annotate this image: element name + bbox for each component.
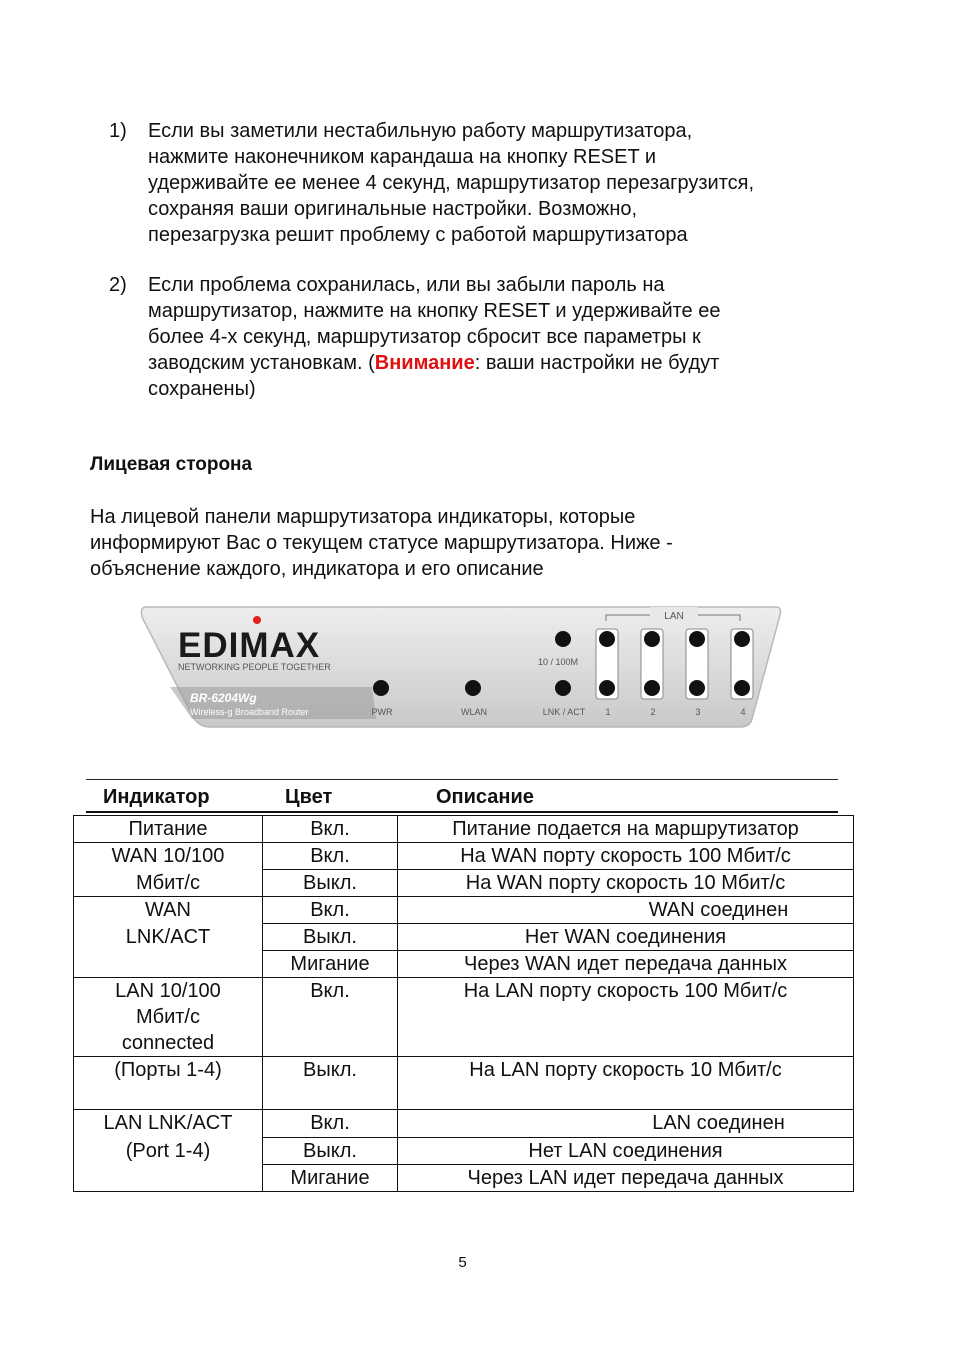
cell-state: Мигание bbox=[263, 951, 398, 978]
cell-state: Вкл. bbox=[263, 1110, 398, 1138]
list-item-1-line: Если вы заметили нестабильную работу маршрутизатора, bbox=[148, 120, 693, 142]
table-row bbox=[74, 843, 854, 870]
cell-description: На LAN порту скорость 100 Мбит/с bbox=[398, 978, 854, 1057]
led-label-port-3: 3 bbox=[695, 707, 701, 717]
led-label-port-4: 4 bbox=[740, 707, 746, 717]
led-label-port-1: 1 bbox=[605, 707, 611, 717]
lan4-speed-led-icon bbox=[734, 631, 750, 647]
table-row bbox=[74, 870, 854, 897]
section-intro bbox=[90, 504, 850, 582]
table-header-indicator: Индикатор bbox=[103, 786, 210, 808]
list-item-1-line: удерживайте ее менее 4 секунд, маршрутизатор перезагрузится, bbox=[148, 172, 755, 194]
wlan-led-icon bbox=[465, 680, 481, 696]
lan3-speed-led-icon bbox=[689, 631, 705, 647]
wan-speed-led-icon bbox=[555, 631, 571, 647]
cell-indicator-line: Мбит/с bbox=[135, 1006, 200, 1028]
table-header-bottom-rule bbox=[86, 811, 838, 813]
speed-label: 10 / 100M bbox=[538, 657, 579, 667]
cell-indicator: WAN 10/100 bbox=[74, 843, 263, 870]
lan2-lnk-led-icon bbox=[644, 680, 660, 696]
cell-state: Выкл. bbox=[263, 1057, 398, 1110]
warning-suffix: : ваши настройки не будут bbox=[474, 352, 720, 374]
list-item-1-line: перезагрузка решит проблему с работой маршрутизатора bbox=[148, 224, 688, 246]
cell-indicator: LAN LNK/ACT bbox=[74, 1110, 263, 1138]
cell-description: На WAN порту скорость 100 Мбит/с bbox=[398, 843, 854, 870]
cell-state: Вкл. bbox=[263, 816, 398, 843]
list-item-2-line: Если проблема сохранилась, или вы забыли пароль на bbox=[148, 274, 665, 296]
cell-description: WAN соединен bbox=[398, 897, 854, 924]
cell-state: Выкл. bbox=[263, 1138, 398, 1165]
table-row bbox=[74, 924, 854, 951]
list-item-2-line-warning bbox=[148, 350, 848, 376]
cell-state: Выкл. bbox=[263, 870, 398, 897]
table-row bbox=[74, 1110, 854, 1138]
brand-logo: EDIMAX bbox=[178, 626, 321, 665]
table-row bbox=[74, 951, 854, 978]
section-title: Лицевая сторона bbox=[90, 454, 253, 475]
cell-indicator-empty bbox=[74, 951, 263, 978]
lan4-lnk-led-icon bbox=[734, 680, 750, 696]
table-row bbox=[74, 897, 854, 924]
indicator-table bbox=[73, 815, 854, 1192]
cell-description: Нет WAN соединения bbox=[398, 924, 854, 951]
router-front-panel bbox=[140, 603, 782, 731]
cell-description: Питание подается на маршрутизатор bbox=[398, 816, 854, 843]
cell-indicator: (Port 1-4) bbox=[74, 1138, 263, 1165]
cell-description: На WAN порту скорость 10 Мбит/с bbox=[398, 870, 854, 897]
cell-indicator: Мбит/с bbox=[74, 870, 263, 897]
cell-state: Выкл. bbox=[263, 924, 398, 951]
led-label-wlan: WLAN bbox=[460, 707, 488, 717]
warning-label: Внимание bbox=[374, 352, 475, 374]
cell-description: Через WAN идет передача данных bbox=[398, 951, 854, 978]
page-number: 5 bbox=[458, 1254, 467, 1271]
warning-prefix: заводским установкам. ( bbox=[148, 352, 375, 374]
lan2-speed-led-icon bbox=[644, 631, 660, 647]
table-row bbox=[74, 1138, 854, 1165]
lan-group-label: LAN bbox=[664, 611, 684, 622]
cell-indicator: WAN bbox=[74, 897, 263, 924]
list-item-2-line: сохранены) bbox=[148, 378, 256, 400]
cell-indicator-empty bbox=[74, 1165, 263, 1192]
pwr-led-icon bbox=[373, 680, 389, 696]
table-header-top-rule bbox=[86, 779, 838, 780]
model-subtitle: Wireless-g Broadband Router bbox=[190, 707, 309, 717]
table-header-description: Описание bbox=[436, 786, 534, 808]
intro-line: На лицевой панели маршрутизатора индикаторы, которые bbox=[90, 506, 636, 528]
lan1-lnk-led-icon bbox=[599, 680, 615, 696]
cell-indicator: Питание bbox=[74, 816, 263, 843]
cell-state: Вкл. bbox=[263, 978, 398, 1057]
table-row bbox=[74, 1057, 854, 1110]
brand-slogan: NETWORKING PEOPLE TOGETHER bbox=[178, 662, 331, 672]
lan1-speed-led-icon bbox=[599, 631, 615, 647]
led-label-lnk-act: LNK / ACT bbox=[542, 707, 586, 717]
cell-indicator bbox=[74, 978, 263, 1057]
table-row bbox=[74, 978, 854, 1057]
model-name: BR-6204Wg bbox=[190, 691, 257, 705]
cell-state: Вкл. bbox=[263, 897, 398, 924]
cell-description: Нет LAN соединения bbox=[398, 1138, 854, 1165]
cell-indicator-line: connected bbox=[121, 1032, 215, 1054]
table-row bbox=[74, 1165, 854, 1192]
cell-description: На LAN порту скорость 10 Мбит/с bbox=[398, 1057, 854, 1110]
cell-indicator-line: LAN 10/100 bbox=[115, 980, 221, 1002]
intro-line: информируют Вас о текущем статусе маршрутизатора. Ниже - bbox=[90, 532, 673, 554]
list-item-2 bbox=[148, 272, 848, 402]
intro-line: объяснение каждого, индикатора и его описание bbox=[90, 558, 544, 580]
table-header-color: Цвет bbox=[285, 786, 333, 808]
led-label-port-2: 2 bbox=[650, 707, 656, 717]
led-label-pwr: PWR bbox=[371, 707, 393, 717]
cell-description: Через LAN идет передача данных bbox=[398, 1165, 854, 1192]
list-item-1-line: сохраняя ваши оригинальные настройки. Возможно, bbox=[148, 198, 638, 220]
wan-lnk-led-icon bbox=[555, 680, 571, 696]
cell-indicator: LNK/ACT bbox=[74, 924, 263, 951]
cell-state: Мигание bbox=[263, 1165, 398, 1192]
power-indicator-dot-icon bbox=[253, 616, 261, 624]
list-item-2-line: маршрутизатор, нажмите на кнопку RESET и удерживайте ее bbox=[148, 300, 721, 322]
list-item-1-line: нажмите наконечником карандаша на кнопку RESET и bbox=[148, 146, 657, 168]
cell-indicator: (Порты 1-4) bbox=[74, 1057, 263, 1110]
table-row bbox=[74, 816, 854, 843]
cell-description: LAN соединен bbox=[398, 1110, 854, 1138]
list-item-2-line: более 4-х секунд, маршрутизатор сбросит все параметры к bbox=[148, 326, 701, 348]
list-number-1: 1) bbox=[109, 120, 127, 142]
list-item-1 bbox=[148, 118, 848, 248]
list-number-2: 2) bbox=[109, 274, 127, 296]
cell-state: Вкл. bbox=[263, 843, 398, 870]
lan3-lnk-led-icon bbox=[689, 680, 705, 696]
